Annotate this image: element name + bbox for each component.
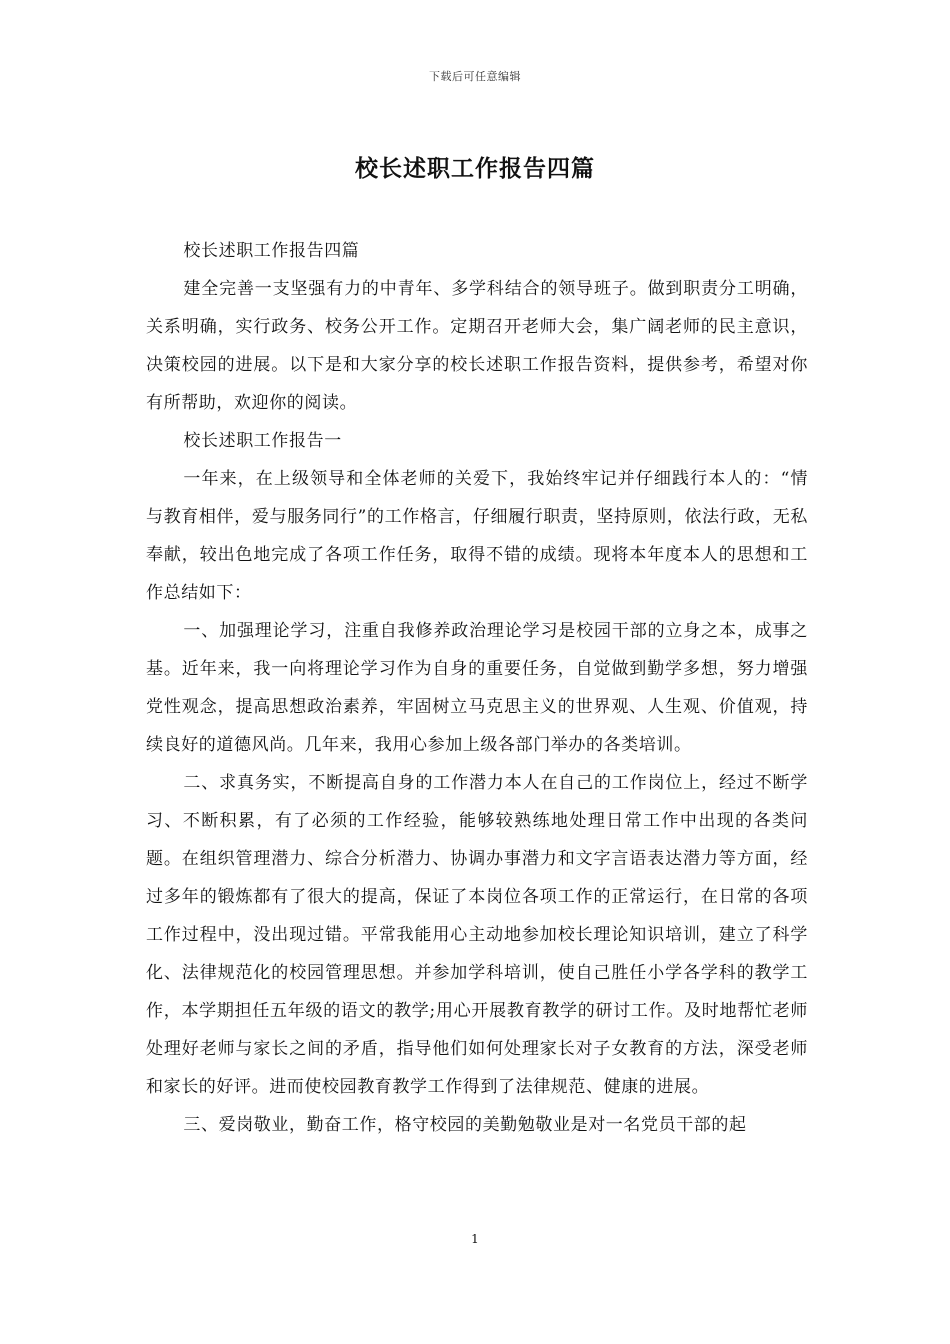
paragraph-subtitle: 校长述职工作报告四篇 [183,241,360,261]
document-body [146,232,808,1144]
page-number: 1 [471,1232,479,1246]
paragraph-overview: 一年来，在上级领导和全体老师的关爱下，我始终牢记并仔细践行本人的：“情与教育相伴，爱与服务同行”的工作格言，仔细履行职责，坚持原则，依法行政，无私奉献，较出色地完成了各项工作任务，取得不错的成绩。现将本年度本人的思想和工作总结如下： [146,469,808,603]
paragraph-point-one: 一、加强理论学习，注重自我修养政治理论学习是校园干部的立身之本，成事之基。近年来，我一向将理论学习作为自身的重要任务，自觉做到勤学多想，努力增强党性观念，提高思想政治素养，牢固树立马克思主义的世界观、人生观、价值观，持续良好的道德风尚。几年来，我用心参加上级各部门举办的各类培训。 [146,621,808,755]
paragraph-point-two: 二、求真务实，不断提高自身的工作潜力本人在自己的工作岗位上，经过不断学习、不断积累，有了必须的工作经验，能够较熟练地处理日常工作中出现的各类问题。在组织管理潜力、综合分析潜力、协调办事潜力和文字言语表达潜力等方面，经过多年的锻炼都有了很大的提高，保证了本岗位各项工作的正常运行，在日常的各项工作过程中，没出现过错。平常我能用心主动地参加校长理论知识培训，建立了科学化、法律规范化的校园管理思想。并参加学科培训，使自己胜任小学各学科的教学工作，本学期担任五年级的语文的教学;用心开展教育教学的研讨工作。及时地帮忙老师处理好老师与家长之间的矛盾，指导他们如何处理家长对子女教育的方法，深受老师和家长的好评。进而使校园教育教学工作得到了法律规范、健康的进展。 [146,773,808,1097]
paragraph-point-three: 三、爱岗敬业，勤奋工作，格守校园的美勤勉敬业是对一名党员干部的起 [183,1115,747,1135]
document-title: 校长述职工作报告四篇 [355,155,595,182]
paragraph-section-heading: 校长述职工作报告一 [183,431,342,451]
page-header-note: 下载后可任意编辑 [429,70,521,83]
paragraph-intro: 建全完善一支坚强有力的中青年、多学科结合的领导班子。做到职责分工明确，关系明确，实行政务、校务公开工作。定期召开老师大会，集广阔老师的民主意识，决策校园的进展。以下是和大家分享的校长述职工作报告资料，提供参考，希望对你有所帮助，欢迎你的阅读。 [146,279,808,413]
